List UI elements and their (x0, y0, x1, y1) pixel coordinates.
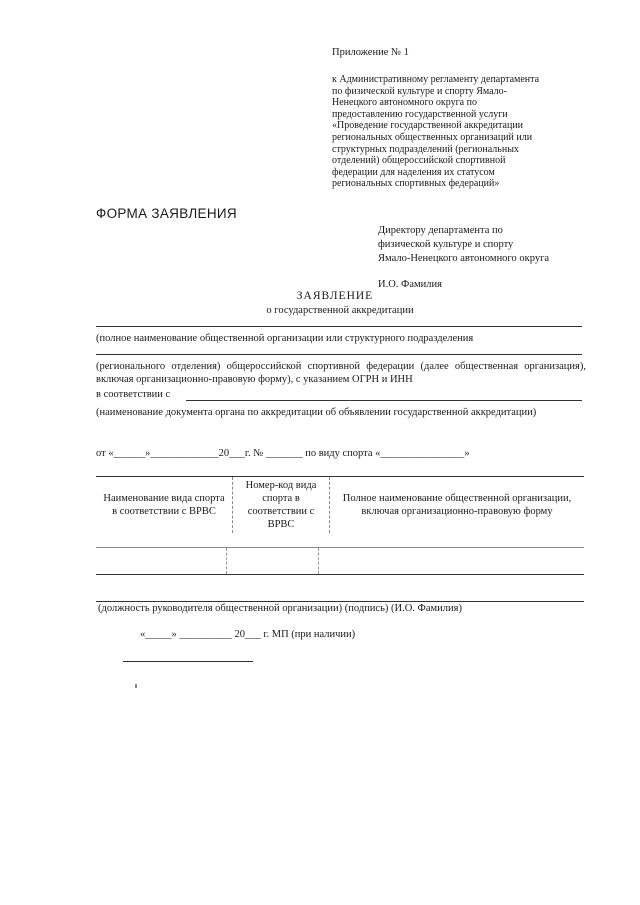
table-row-line[interactable] (96, 574, 584, 575)
signature-caption: (должность руководителя общественной организации) (подпись) (И.О. Фамилия) (98, 603, 462, 614)
appendix-line: федерации для наделения их статусом (332, 166, 495, 178)
appendix-line: структурных подразделений (региональных (332, 143, 519, 155)
table-column-divider (318, 548, 319, 574)
addressee-block (378, 224, 608, 266)
appendix-line: региональных общественных организаций или (332, 131, 533, 143)
caption-regional-office: (регионального отделения) общероссийской спортивной федерации (далее общественная организация), включая организационно-правовую форму), с указанием ОГРН и ИНН (96, 361, 586, 385)
fill-line-organization[interactable] (96, 326, 582, 327)
fill-line-document[interactable] (186, 400, 582, 401)
date-number-line[interactable]: от «______»_____________20___г. № _______ по виду спорта «________________» (96, 448, 470, 459)
appendix-text (332, 74, 582, 190)
document-title: ЗАЯВЛЕНИЕ (296, 290, 374, 302)
fill-line-organization-2[interactable] (96, 354, 582, 355)
caption-document: (наименование документа органа по аккредитации об объявлении государственной аккредитации) (96, 407, 537, 418)
signature-date-line[interactable]: «_____» __________ 20___ г. МП (при наличии) (140, 629, 356, 640)
appendix-line: предоставлению государственной услуги (332, 108, 508, 120)
signature-line[interactable] (96, 601, 584, 602)
addressee-name: И.О. Фамилия (378, 279, 442, 290)
in-accordance-label: в соответствии с (96, 389, 171, 400)
table-header-sport-name: Наименование вида спорта в соответствии с ВРВС (96, 477, 233, 533)
appendix-line: «Проведение государственной аккредитации (332, 120, 524, 132)
form-title: ФОРМА ЗАЯВЛЕНИЯ (96, 206, 237, 221)
appendix-title: Приложение № 1 (332, 47, 409, 58)
sport-table (96, 477, 584, 533)
caption-organization: (полное наименование общественной организации или структурного подразделения (96, 333, 474, 344)
table-row-line (96, 547, 584, 548)
scan-mark (135, 684, 137, 688)
addressee-line: Ямало-Ненецкого автономного округа (378, 253, 550, 264)
table-column-divider (226, 548, 227, 574)
addressee-line: Директору департамента по (378, 225, 503, 236)
appendix-line: отделений) общероссийской спортивной (332, 155, 506, 167)
table-header-sport-code: Номер-код вида спорта в соответствии с ВРВС (233, 477, 330, 533)
appendix-line: Ненецкого автономного округа по (332, 97, 477, 109)
appendix-line: региональных спортивных федераций» (332, 178, 500, 190)
appendix-line: по физической культуре и спорту Ямало- (332, 85, 507, 97)
document-subtitle: о государственной аккредитации (266, 305, 414, 316)
footnote-separator (123, 661, 253, 662)
table-header-org-name: Полное наименование общественной организации, включая организационно-правовую форму (330, 477, 585, 533)
addressee-line: физической культуре и спорту (378, 239, 514, 250)
appendix-line: к Административному регламенту департамента (332, 74, 540, 85)
